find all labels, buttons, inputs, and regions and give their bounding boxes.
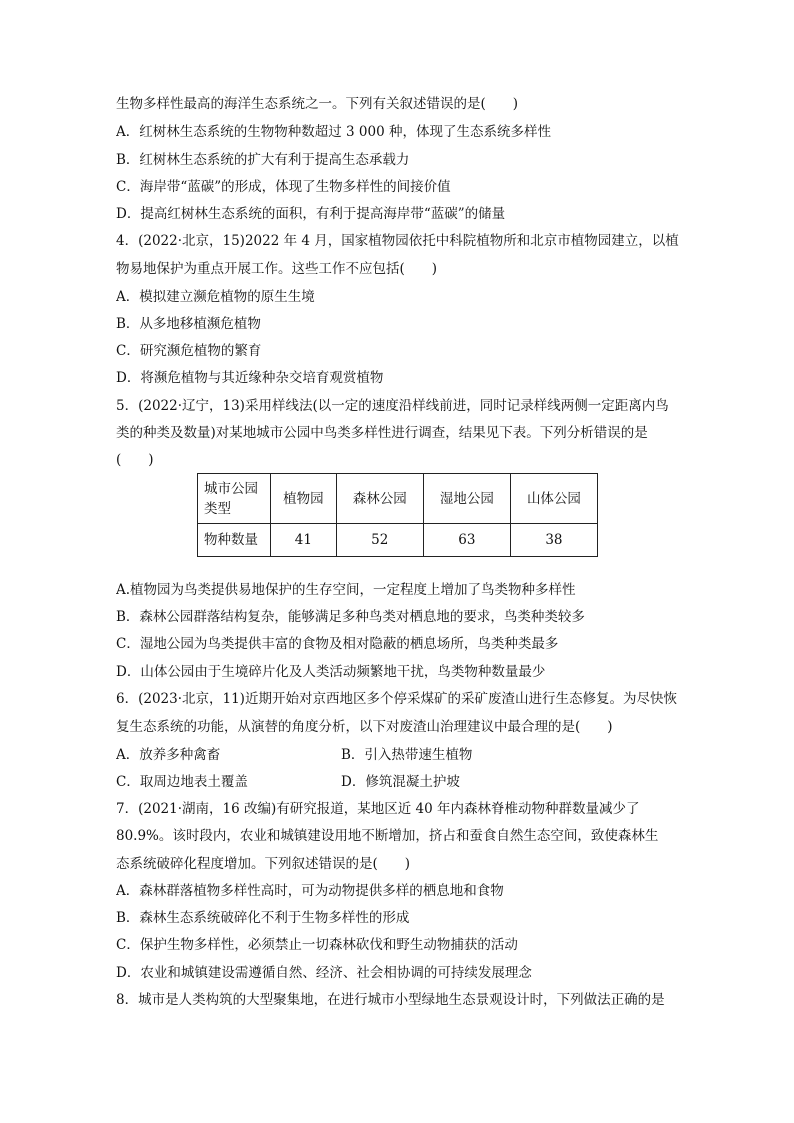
table-cell: 41	[271, 524, 337, 557]
text-line: 物易地保护为重点开展工作。这些工作不应包括( )	[116, 261, 438, 277]
option-b: B．森林生态系统破碎化不利于生物多样性的形成	[116, 910, 410, 926]
table-cell: 63	[423, 524, 510, 557]
option-d: D．将濒危植物与其近缘种杂交培育观赏植物	[116, 370, 384, 386]
option-c: C．研究濒危植物的繁育	[116, 343, 262, 359]
text-line: ( )	[116, 452, 154, 468]
option-c: C．保护生物多样性，必须禁止一切森林砍伐和野生动物捕获的活动	[116, 937, 518, 953]
option-c: C．海岸带“蓝碳”的形成，体现了生物多样性的间接价值	[116, 179, 451, 195]
option-a: A．森林群落植物多样性高时，可为动物提供多样的栖息地和食物	[116, 883, 504, 899]
table-header-cell: 植物园	[271, 474, 337, 524]
option-b: B．从多地移植濒危植物	[116, 316, 261, 332]
question-6: 6．(2023·北京，11)近期开始对京西地区多个停采煤矿的采矿废渣山进行生态修复。为尽快恢	[116, 691, 677, 707]
text-line: 复生态系统的功能，从演替的角度分析，以下对废渣山治理建议中最合理的是( )	[116, 719, 613, 735]
option-b: B．引入热带速生植物	[341, 747, 473, 763]
table-row	[198, 474, 598, 524]
table-row-label: 物种数量	[198, 524, 271, 557]
table-header-cell: 山体公园	[510, 474, 597, 524]
option-a: A．红树林生态系统的生物物种数超过 3 000 种，体现了生态系统多样性	[116, 124, 551, 140]
table-header-cell: 森林公园	[336, 474, 423, 524]
table-cell: 38	[510, 524, 597, 557]
question-7: 7．(2021·湖南，16 改编)有研究报道，某地区近 40 年内森林脊椎动物种群数量减少了	[116, 801, 640, 817]
option-a: A．放养多种禽畜	[116, 747, 221, 763]
question-4: 4．(2022·北京，15)2022 年 4 月，国家植物园依托中科院植物所和北京市植物园建立，以植	[116, 233, 679, 249]
table-cell: 52	[336, 524, 423, 557]
option-d: D．农业和城镇建设需遵循自然、经济、社会相协调的可持续发展理念	[116, 965, 532, 981]
option-b: B．红树林生态系统的扩大有利于提高生态承载力	[116, 152, 410, 168]
question-5: 5．(2022·辽宁，13)采用样线法(以一定的速度沿样线前进，同时记录样线两侧一定距离内鸟	[116, 398, 669, 414]
text-line: 态系统破碎化程度增加。下列叙述错误的是( )	[116, 856, 411, 872]
text-line: 生物多样性最高的海洋生态系统之一。下列有关叙述错误的是( )	[116, 96, 519, 112]
option-c: C．湿地公园为鸟类提供丰富的食物及相对隐蔽的栖息场所，鸟类种类最多	[116, 636, 559, 652]
survey-table	[197, 473, 598, 557]
option-a: A．模拟建立濒危植物的原生生境	[116, 289, 315, 305]
text-line: 80.9%。该时段内，农业和城镇建设用地不断增加，挤占和蚕食自然生态空间，致使森林生	[116, 828, 659, 844]
option-a: A.植物园为鸟类提供易地保护的生存空间，一定程度上增加了鸟类物种多样性	[116, 582, 576, 598]
option-d: D．山体公园由于生境碎片化及人类活动频繁地干扰，鸟类物种数量最少	[116, 664, 546, 680]
table-header-cell: 湿地公园	[423, 474, 510, 524]
option-d: D．修筑混凝土护坡	[341, 774, 460, 790]
text-line: 类的种类及数量)对某地城市公园中鸟类多样性进行调查，结果见下表。下列分析错误的是	[116, 425, 648, 441]
option-b: B．森林公园群落结构复杂，能够满足多种鸟类对栖息地的要求，鸟类种类较多	[116, 609, 585, 625]
option-c: C．取周边地表土覆盖	[116, 774, 248, 790]
option-d: D．提高红树林生态系统的面积，有利于提高海岸带“蓝碳”的储量	[116, 206, 506, 222]
question-8: 8．城市是人类构筑的大型聚集地，在进行城市小型绿地生态景观设计时，下列做法正确的是	[116, 992, 665, 1008]
table-header-cell: 城市公园类型	[198, 474, 271, 524]
table-row	[198, 524, 598, 557]
